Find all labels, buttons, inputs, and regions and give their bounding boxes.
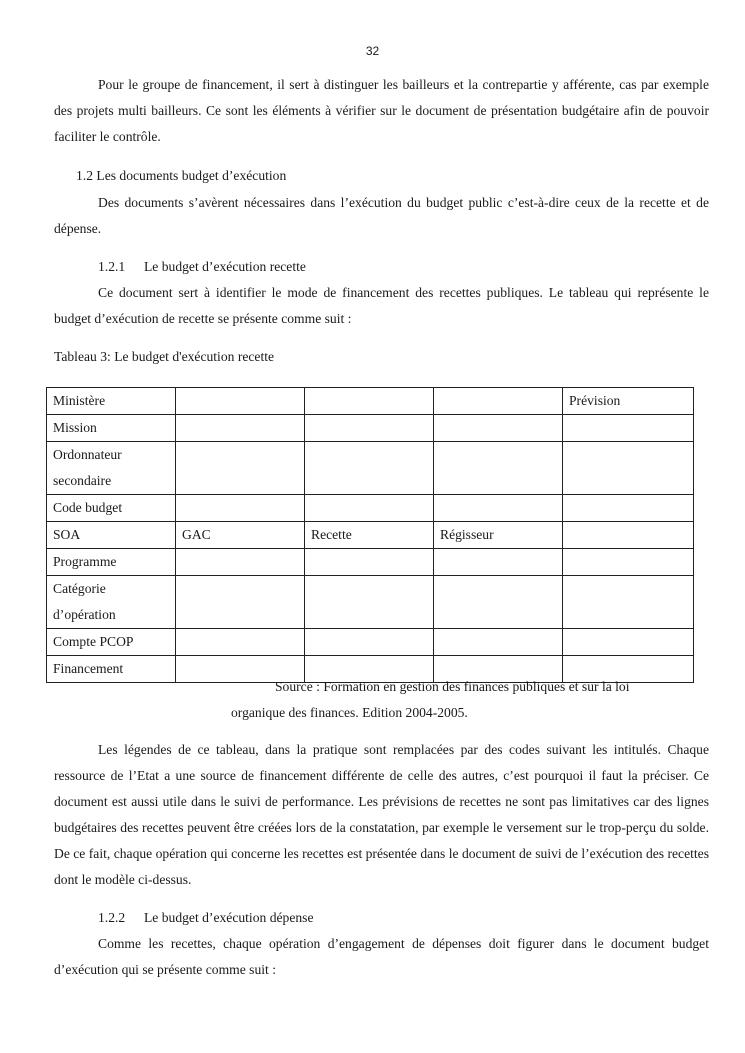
heading-number: 1.2.1 [98, 259, 126, 274]
table-cell [563, 629, 694, 656]
table-row [47, 442, 694, 495]
row-label-cell: Programme [47, 549, 176, 576]
table-cell [434, 442, 563, 495]
table-cell [305, 415, 434, 442]
row-label-cell: Mission [47, 415, 176, 442]
table-cell [176, 549, 305, 576]
table-cell [434, 549, 563, 576]
row-label-cell: Financement [47, 656, 176, 683]
paragraph-recette-intro: Ce document sert à identifier le mode de financement des recettes publiques. Le tableau qui représente le budget d’exécution de recette se présente comme suit : [54, 285, 709, 326]
table-cell [563, 522, 694, 549]
table-cell [305, 576, 434, 629]
table-caption: Tableau 3: Le budget d'exécution recette [54, 349, 275, 364]
table-cell [563, 415, 694, 442]
heading-title: Le budget d’exécution dépense [144, 910, 314, 925]
row-label-cell: Ordonnateur secondaire [47, 442, 176, 495]
table-cell [434, 576, 563, 629]
table-cell: GAC [176, 522, 305, 549]
heading-1-2-1 [98, 257, 306, 277]
table-row [47, 415, 694, 442]
paragraph-depense-intro: Comme les recettes, chaque opération d’engagement de dépenses doit figurer dans le document budget d’exécution qui se présente comme suit : [54, 936, 709, 977]
row-label-cell: Compte PCOP [47, 629, 176, 656]
table-cell [434, 495, 563, 522]
table-row [47, 576, 694, 629]
row-label-cell: Code budget [47, 495, 176, 522]
source-line-1: Source : Formation en gestion des finances publiques et sur la loi [275, 679, 630, 694]
table-cell: Prévision [563, 388, 694, 415]
table-row [47, 495, 694, 522]
table-cell [434, 629, 563, 656]
page-number: 32 [365, 44, 380, 58]
table-cell: Régisseur [434, 522, 563, 549]
table-cell [176, 495, 305, 522]
table-cell [563, 576, 694, 629]
budget-execution-recette-table [46, 387, 694, 683]
table-cell [434, 388, 563, 415]
table-cell [176, 442, 305, 495]
row-label-cell: SOA [47, 522, 176, 549]
table-row [47, 522, 694, 549]
table-cell [434, 415, 563, 442]
table-cell [305, 549, 434, 576]
table-cell [176, 415, 305, 442]
heading-1-2-2 [98, 908, 313, 928]
paragraph-group-financement: Pour le groupe de financement, il sert à distinguer les bailleurs et la contrepartie y afférente, cas par exemple des projets multi bailleurs. Ce sont les éléments à vérifier sur le document de présentation budgétaire afin de pouvoir faciliter le contrôle. [54, 77, 709, 144]
source-line-2: organique des finances. Edition 2004-2005. [231, 705, 468, 720]
row-label-cell: Ministère [47, 388, 176, 415]
table-row [47, 629, 694, 656]
table-cell: Recette [305, 522, 434, 549]
table-cell [176, 629, 305, 656]
table-row [47, 549, 694, 576]
table-row [47, 388, 694, 415]
table-cell [305, 629, 434, 656]
table-cell [305, 442, 434, 495]
table-cell [176, 388, 305, 415]
table-cell [563, 442, 694, 495]
table-cell [305, 388, 434, 415]
paragraph-legendes: Les légendes de ce tableau, dans la pratique sont remplacées par des codes suivant les intitulés. Chaque ressource de l’Etat a une source de financement différente de celle des autres, c’est pourquoi il faut la préciser. Ce document est aussi utile dans le suivi de performance. Les prévisions de recettes ne sont pas limitatives car des lignes budgétaires des recettes peuvent être créées lors de la constatation, par exemple le versement sur le trop-perçu du solde. De ce fait, chaque opération qui concerne les recettes est présentée dans le document de suivi de l’exécution des recettes dont le modèle ci-dessus. [54, 742, 709, 887]
paragraph-documents-execution: Des documents s’avèrent nécessaires dans l’exécution du budget public c’est-à-dire ceux de la recette et de dépense. [54, 195, 709, 236]
heading-title: Le budget d’exécution recette [144, 259, 306, 274]
table-cell [563, 549, 694, 576]
table-cell [563, 495, 694, 522]
heading-number: 1.2.2 [98, 910, 126, 925]
row-label-cell: Catégorie d’opération [47, 576, 176, 629]
heading-1-2: 1.2 Les documents budget d’exécution [76, 168, 287, 183]
table-body [47, 388, 694, 683]
table-cell [305, 495, 434, 522]
table-cell [176, 576, 305, 629]
